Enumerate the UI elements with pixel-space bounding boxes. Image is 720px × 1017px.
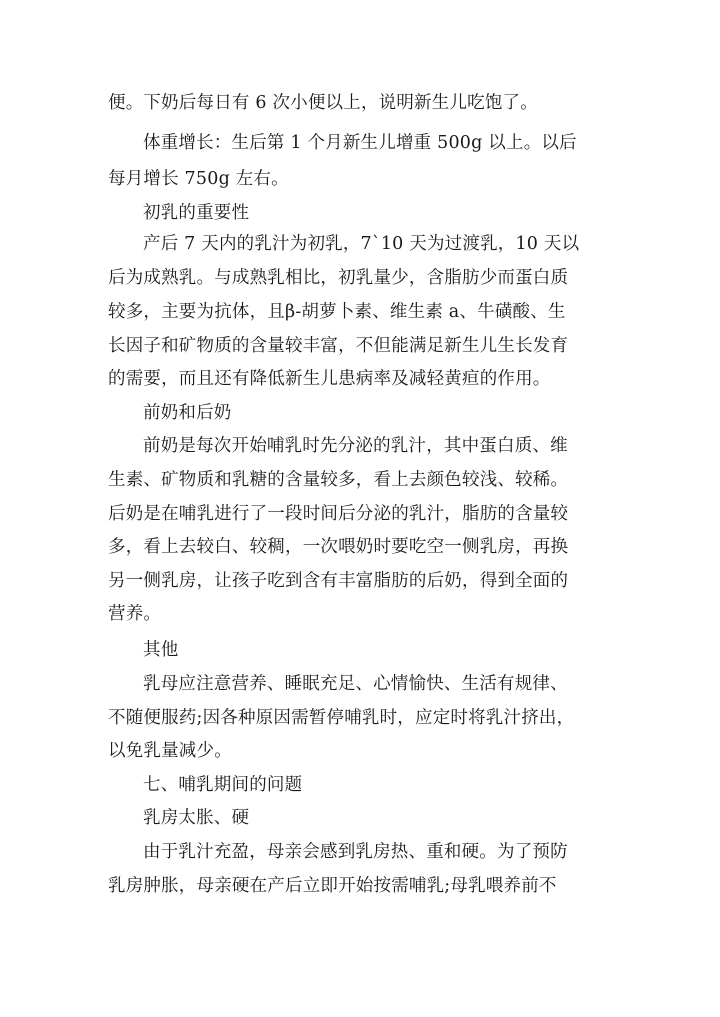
body-text-line: 体重增长：生后第 1 个月新生儿增重 500g 以上。以后: [143, 133, 577, 153]
body-text-line: 前奶是每次开始哺乳时先分泌的乳汁，其中蛋白质、维: [143, 436, 568, 456]
section-heading: 前奶和后奶: [143, 403, 232, 423]
body-text-line: 营养。: [108, 604, 162, 624]
body-text-line: 以免乳量减少。: [108, 741, 232, 761]
body-text-line: 乳母应注意营养、睡眠充足、心情愉快、生活有规律、: [143, 674, 568, 694]
sub-heading: 乳房太胀、硬: [143, 808, 250, 828]
section-heading: 初乳的重要性: [143, 203, 250, 223]
body-text-line: 的需要，而且还有降低新生儿患病率及减轻黄疸的作用。: [108, 369, 551, 389]
body-text-line: 多，看上去较白、较稠，一次喂奶时要吃空一侧乳房，再换: [108, 537, 569, 557]
body-text-line: 另一侧乳房，让孩子吃到含有丰富脂肪的后奶，得到全面的: [108, 571, 569, 591]
section-heading: 七、哺乳期间的问题: [143, 775, 303, 795]
body-text-line: 每月增长 750g 左右。: [108, 169, 289, 189]
body-text-line: 产后 7 天内的乳汁为初乳，7`10 天为过渡乳，10 天以: [143, 234, 580, 254]
body-text-line: 由于乳汁充盈，母亲会感到乳房热、重和硬。为了预防: [143, 842, 568, 862]
body-text-line: 后奶是在哺乳进行了一段时间后分泌的乳汁，脂肪的含量较: [108, 504, 569, 524]
body-text-line: 生素、矿物质和乳糖的含量较多，看上去颜色较浅、较稀。: [108, 470, 569, 490]
body-text-line: 乳房肿胀，母亲硬在产后立即开始按需哺乳;母乳喂养前不: [108, 876, 557, 896]
body-text-line: 便。下奶后每日有 6 次小便以上，说明新生儿吃饱了。: [108, 93, 538, 113]
body-text-line: 较多，主要为抗体，且β-胡萝卜素、维生素 a、牛磺酸、生: [108, 302, 566, 322]
body-text-line: 不随便服药;因各种原因需暂停哺乳时，应定时将乳汁挤出，: [108, 708, 575, 728]
body-text-line: 后为成熟乳。与成熟乳相比，初乳量少，含脂肪少而蛋白质: [108, 268, 569, 288]
body-text-line: 长因子和矿物质的含量较丰富，不但能满足新生儿生长发育: [108, 336, 569, 356]
section-heading: 其他: [143, 640, 179, 660]
